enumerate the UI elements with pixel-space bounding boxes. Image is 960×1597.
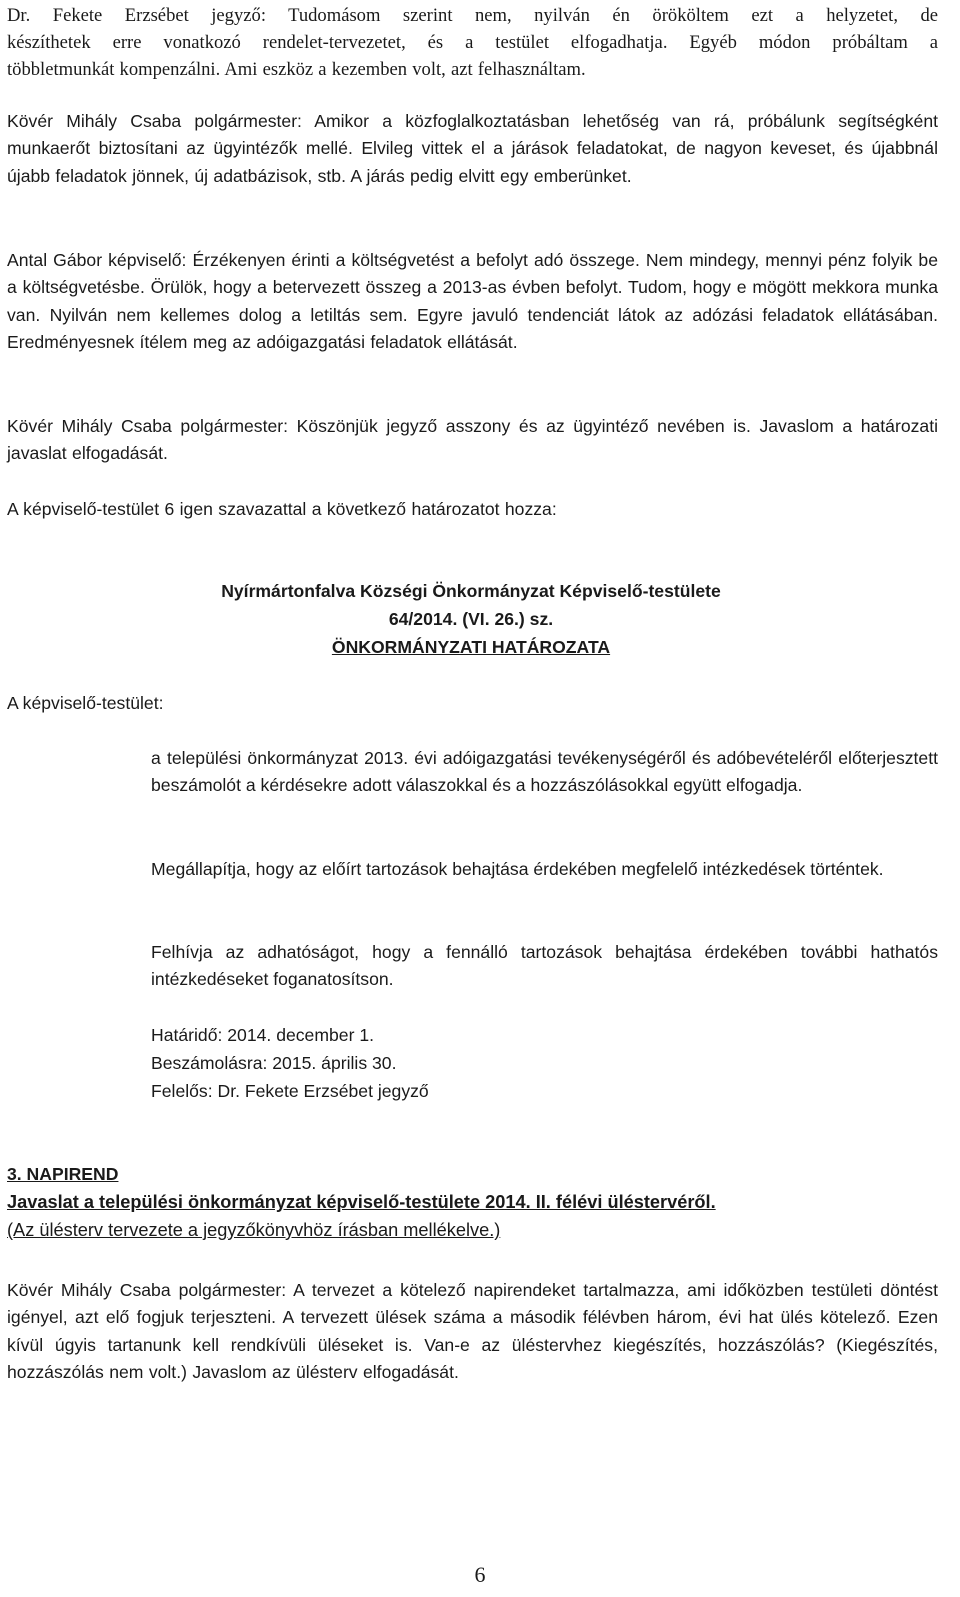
paragraph-notary-line3: többletmunkát kompenzálni. Ami eszköz a kezemben volt, azt felhasználtam. <box>7 59 586 80</box>
agenda-note: (Az ülésterv tervezete a jegyzőkönyvhöz írásban mellékelve.) <box>7 1220 501 1240</box>
resolution-body-name: Nyírmártonfalva Községi Önkormányzat Képviselő-testülete <box>221 581 721 601</box>
resolution-item-1: a települési önkormányzat 2013. évi adóigazgatási tevékenységéről és adóbevételéről előterjesztett beszámolót a kérdésekre adott válaszokkal és a hozzászólásokkal együtt elfogadja. <box>151 748 938 796</box>
resolution-side-label: A képviselő-testület: <box>7 693 164 713</box>
paragraph-councillor: Antal Gábor képviselő: Érzékenyen érinti a költségvetést a befolyt adó összege. Nem mindegy, mennyi pénz folyik be a költségvetésbe. Örülök, hogy a betervezett összeg a 2013-as évben befolyt. Tudom, hogy e mögött mekkora munka van. Nyilván nem kellemes dolog a letiltás sem. Egyre javuló tendenciát látok az adózási feladatok ellátásában. Eredményesnek ítélem meg az adóigazgatási feladatok ellátását. <box>7 250 938 353</box>
paragraph-mayor-2: Kövér Mihály Csaba polgármester: Köszönjük jegyző asszony és az ügyintéző nevében is. Javaslom a határozati javaslat elfogadását. <box>7 416 938 464</box>
paragraph-mayor-3: Kövér Mihály Csaba polgármester: A tervezet a kötelező napirendeket tartalmazza, ami időközben testületi döntést igényel, azt elő fogjuk terjeszteni. A tervezett ülések száma a második félévben három, évi hat ülés kötelező. Ezen kívül úgyis tartanunk kell rendkívüli üléseket is. Van-e az üléstervhez kiegészítés, hozzászólás? (Kiegészítés, hozzászólás nem volt.) Javaslom az ülésterv elfogadását. <box>7 1280 938 1383</box>
paragraph-vote: A képviselő-testület 6 igen szavazattal a következő határozatot hozza: <box>7 499 557 519</box>
resolution-report-date: Beszámolásra: 2015. április 30. <box>151 1053 397 1073</box>
resolution-number: 64/2014. (VI. 26.) sz. <box>388 609 554 629</box>
resolution-responsible: Felelős: Dr. Fekete Erzsébet jegyző <box>151 1081 429 1101</box>
resolution-type: ÖNKORMÁNYZATI HATÁROZATA <box>331 637 611 657</box>
page-number: 6 <box>474 1562 486 1587</box>
agenda-number: 3. NAPIREND <box>7 1164 119 1184</box>
resolution-item-3: Felhívja az adhatóságot, hogy a fennálló tartozások behajtása érdekében további hathatós intézkedéseket foganatosítson. <box>151 942 938 990</box>
resolution-deadline: Határidő: 2014. december 1. <box>151 1025 374 1045</box>
paragraph-mayor-1: Kövér Mihály Csaba polgármester: Amikor a közfoglalkoztatásban lehetőség van rá, próbálunk segítségként munkaerőt biztosítani az ügyintézők mellé. Elvileg vittek el a járások feladatokat, de nagyon keveset, és újabbnál újabb feladatok jönnek, új adatbázisok, stb. A járás pedig elvitt egy emberünket. <box>7 111 938 186</box>
paragraph-notary-line1: Dr. Fekete Erzsébet jegyző: Tudomásom szerint nem, nyilván én örököltem ezt a helyzetet, de <box>7 5 938 26</box>
paragraph-notary-line2: készíthetek erre vonatkozó rendelet-tervezetet, és a testület elfogadhatja. Egyéb módon próbáltam a <box>7 32 938 53</box>
resolution-item-2: Megállapítja, hogy az előírt tartozások behajtása érdekében megfelelő intézkedések történtek. <box>151 859 884 879</box>
agenda-title: Javaslat a települési önkormányzat képviselő-testülete 2014. II. félévi üléstervéről. <box>7 1192 716 1212</box>
